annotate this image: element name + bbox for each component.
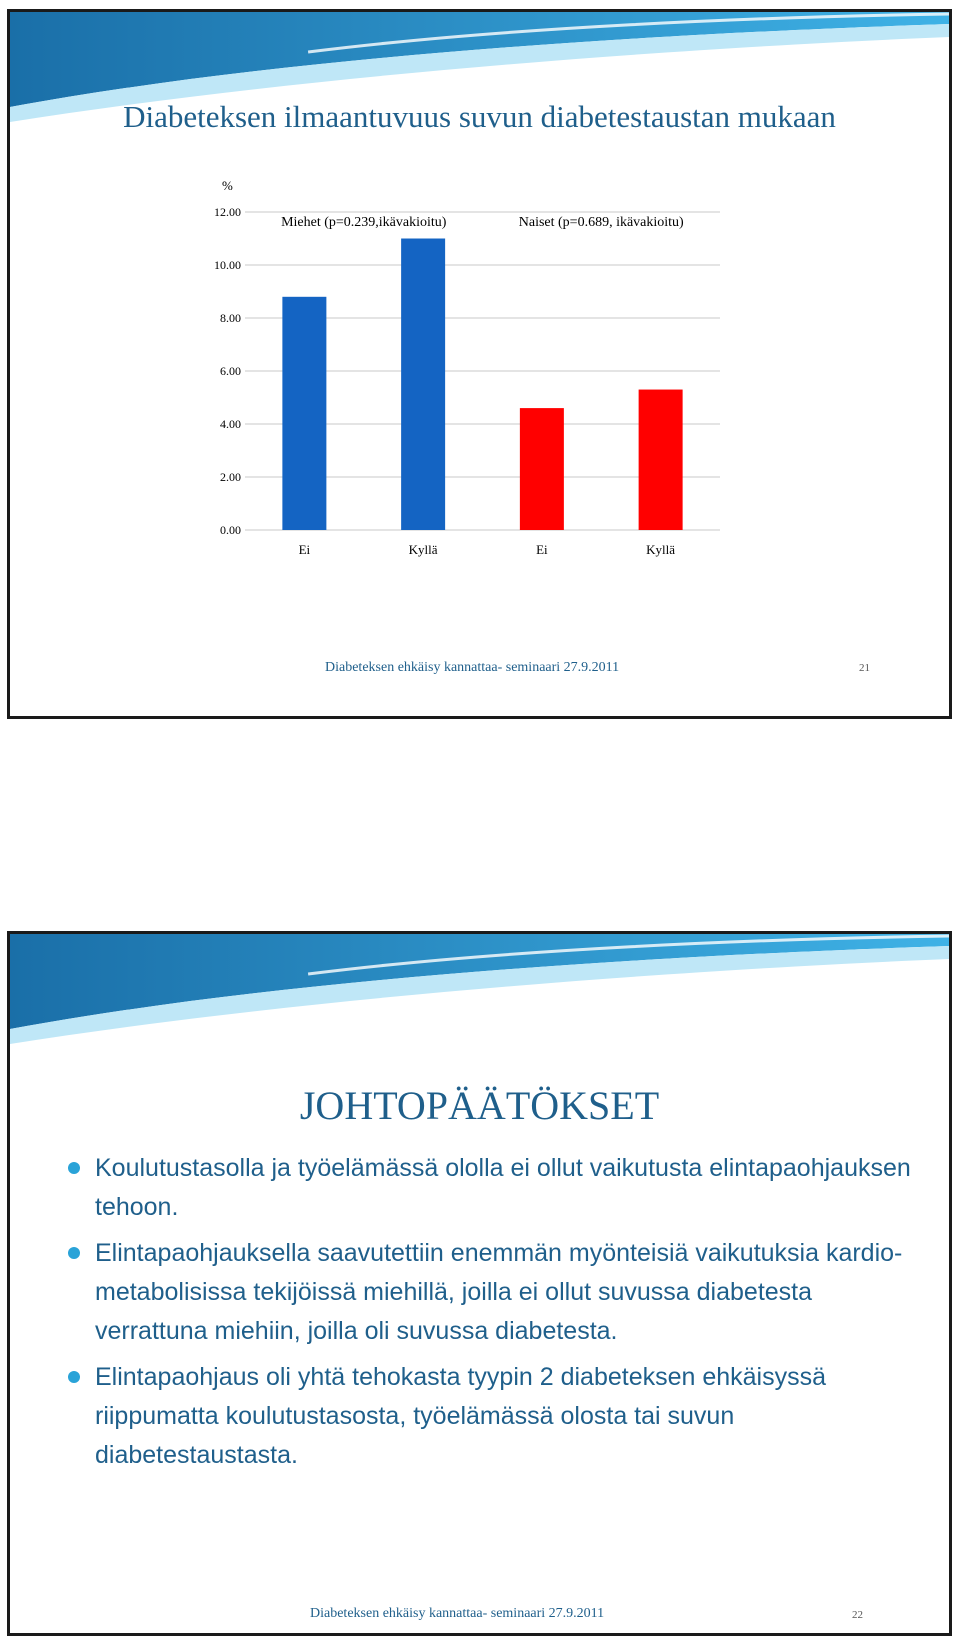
- page-number: 21: [859, 662, 870, 674]
- bar: [520, 408, 564, 530]
- x-tick-label: Kyllä: [646, 542, 676, 557]
- y-axis-label: %: [222, 178, 233, 193]
- y-tick-label: 4.00: [220, 417, 241, 431]
- bullet-item: [65, 1149, 915, 1227]
- group-label-women: Naiset (p=0.689, ikävakioitu): [518, 215, 684, 230]
- bullet-item: [65, 1358, 915, 1475]
- x-tick-label: Ei: [536, 542, 548, 557]
- slide-21: [7, 9, 952, 719]
- bullet-item: [65, 1234, 915, 1351]
- slide-22: [7, 931, 952, 1636]
- bar: [401, 239, 445, 531]
- bullet-text: Elintapaohjaus oli yhtä tehokasta tyypin 2 diabeteksen ehkäisyssä riippumatta koulutustasosta, työelämässä olosta tai suvun diabetestaustasta.: [95, 1363, 827, 1469]
- footer-text: Diabeteksen ehkäisy kannattaa- seminaari 27.9.2011: [325, 660, 620, 675]
- slide-title: JOHTOPÄÄTÖKSET: [299, 1083, 660, 1128]
- chart-svg: [170, 170, 770, 600]
- y-tick-label: 10.00: [214, 258, 241, 272]
- bullet-icon: [68, 1371, 80, 1383]
- bar-chart: [170, 170, 770, 600]
- x-tick-label: Ei: [298, 542, 311, 557]
- group-label-men: Miehet (p=0.239,ikävakioitu): [281, 215, 447, 230]
- y-tick-label: 2.00: [220, 470, 241, 484]
- header-swoosh: [10, 934, 949, 1044]
- y-tick-label: 6.00: [220, 364, 241, 378]
- bullet-list: [65, 1149, 915, 1482]
- slide-title: Diabeteksen ilmaantuvuus suvun diabetestaustan mukaan: [123, 99, 836, 134]
- bar: [282, 297, 326, 530]
- bullet-icon: [68, 1162, 80, 1174]
- bullet-icon: [68, 1247, 80, 1259]
- bar: [639, 390, 683, 530]
- bullet-text: Elintapaohjauksella saavutettiin enemmän myönteisiä vaikutuksia kardio-metabolisissa tekijöissä miehillä, joilla ei ollut suvussa diabetesta verrattuna miehiin, joilla oli suvussa diabetesta.: [95, 1239, 903, 1345]
- page-number: 22: [852, 1609, 863, 1621]
- footer-text: Diabeteksen ehkäisy kannattaa- seminaari 27.9.2011: [310, 1606, 605, 1621]
- y-tick-label: 8.00: [220, 311, 241, 325]
- bullet-text: Koulutustasolla ja työelämässä ololla ei ollut vaikutusta elintapaohjauksen tehoon.: [95, 1154, 911, 1221]
- y-tick-label: 0.00: [220, 523, 241, 537]
- x-tick-label: Kyllä: [408, 542, 438, 557]
- y-tick-label: 12.00: [214, 205, 241, 219]
